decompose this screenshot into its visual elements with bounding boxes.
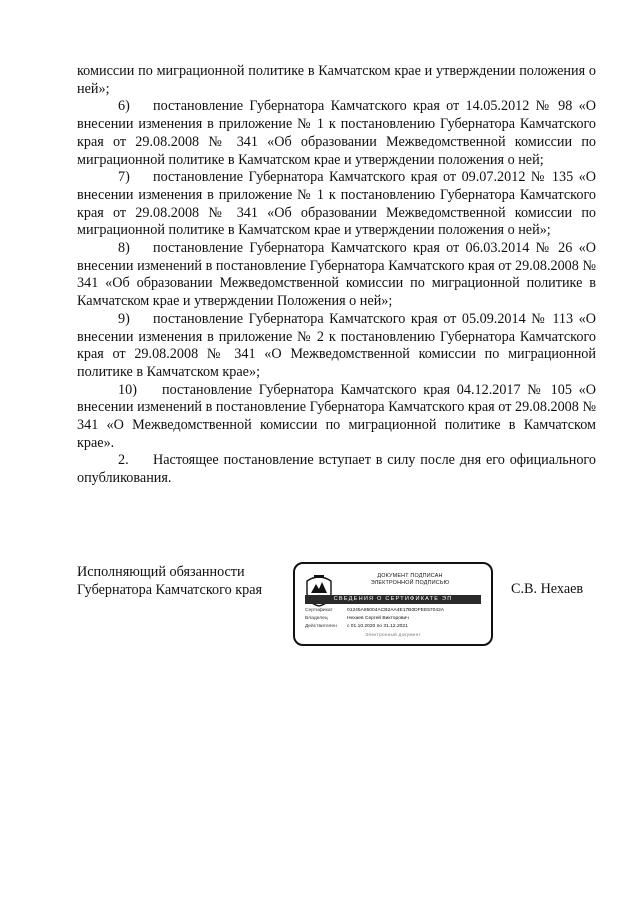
certificate-value: 01245A85004ACB2AA4E17B0DFEE57042A [347, 608, 445, 613]
signatory-position [77, 564, 287, 599]
stamp-footer: Электронный документ [365, 632, 421, 637]
validity-row [305, 623, 485, 631]
owner-row [305, 615, 485, 623]
paragraph-item-6 [77, 98, 596, 169]
paragraph-item-7 [77, 169, 596, 240]
certificate-label: Сертификат [305, 608, 333, 613]
paragraph-continuation [77, 63, 596, 98]
item-number: 10) [118, 381, 137, 398]
paragraph-item-9 [77, 311, 596, 382]
paragraph-text: постановление Губернатора Камчатского края от 06.03.2014 № 26 «О внесении изменений в постановление Губернатора Камчатского края от 29.08.2008 № 341 «Об образовании Межведомственной комиссии по миграционной политике в Камчатском крае и утверждении Положения о ней»; [77, 240, 596, 310]
item-number: 7) [118, 169, 130, 186]
electronic-signature-stamp [293, 562, 493, 646]
owner-label: Владелец [305, 616, 328, 621]
paragraph-item-8 [77, 240, 596, 311]
paragraph-text: постановление Губернатора Камчатского края от 14.05.2012 № 98 «О внесении изменения в приложение № 1 к постановлению Губернатора Камчатского края от 29.08.2008 № 341 «Об образовании Межведомственной комиссии по миграционной политике в Камчатском крае и утверждении положения о ней; [77, 98, 596, 168]
stamp-line-1: ДОКУМЕНТ ПОДПИСАН [377, 573, 443, 579]
item-number: 9) [118, 310, 130, 327]
certificate-row [305, 607, 485, 615]
paragraph-text: Настоящее постановление вступает в силу после дня его официального опубликования. [77, 452, 596, 487]
stamp-header [340, 573, 480, 587]
item-number: 2. [118, 452, 129, 469]
validity-label: Действителен [305, 624, 337, 629]
paragraph-text: постановление Губернатора Камчатского края 04.12.2017 № 105 «О внесении изменений в постановление Губернатора Камчатского края от 29.08.2008 № 341 «О Межведомственной комиссии по миграционной политике в Камчатском крае». [77, 381, 596, 451]
document-body [77, 63, 596, 488]
paragraph-item-2 [77, 452, 596, 487]
signatory-name: С.В. Нехаев [511, 581, 584, 597]
paragraph-text: постановление Губернатора Камчатского края от 09.07.2012 № 135 «О внесении изменения в приложение № 1 к постановлению Губернатора Камчатского края от 29.08.2008 № 341 «Об образовании Межведомственной комиссии по миграционной политике в Камчатском крае и утверждении положения о ней»; [77, 169, 596, 239]
validity-value: с 01.10.2020 по 31.12.2021 [347, 624, 408, 629]
certificate-info-bar: СВЕДЕНИЯ О СЕРТИФИКАТЕ ЭП [305, 595, 481, 604]
paragraph-item-10 [77, 382, 596, 453]
paragraph-text: комиссии по миграционной политике в Камчатском крае и утверждении положения о ней»; [77, 63, 596, 97]
stamp-line-2: ЭЛЕКТРОННОЙ ПОДПИСЬЮ [370, 580, 450, 586]
paragraph-text: постановление Губернатора Камчатского края от 05.09.2014 № 113 «О внесении изменения в приложение № 2 к постановлению Губернатора Камчатского края от 29.08.2008 № 341 «О Межведомственной комиссии по миграционной политике в Камчатском крае»; [77, 310, 596, 380]
item-number: 8) [118, 240, 130, 257]
position-line-1: Исполняющий обязанности [77, 564, 245, 580]
owner-value: Нехаев Сергей Викторович [347, 616, 409, 621]
certificate-details [305, 607, 485, 631]
position-line-2: Губернатора Камчатского края [77, 581, 263, 598]
item-number: 6) [118, 98, 130, 115]
